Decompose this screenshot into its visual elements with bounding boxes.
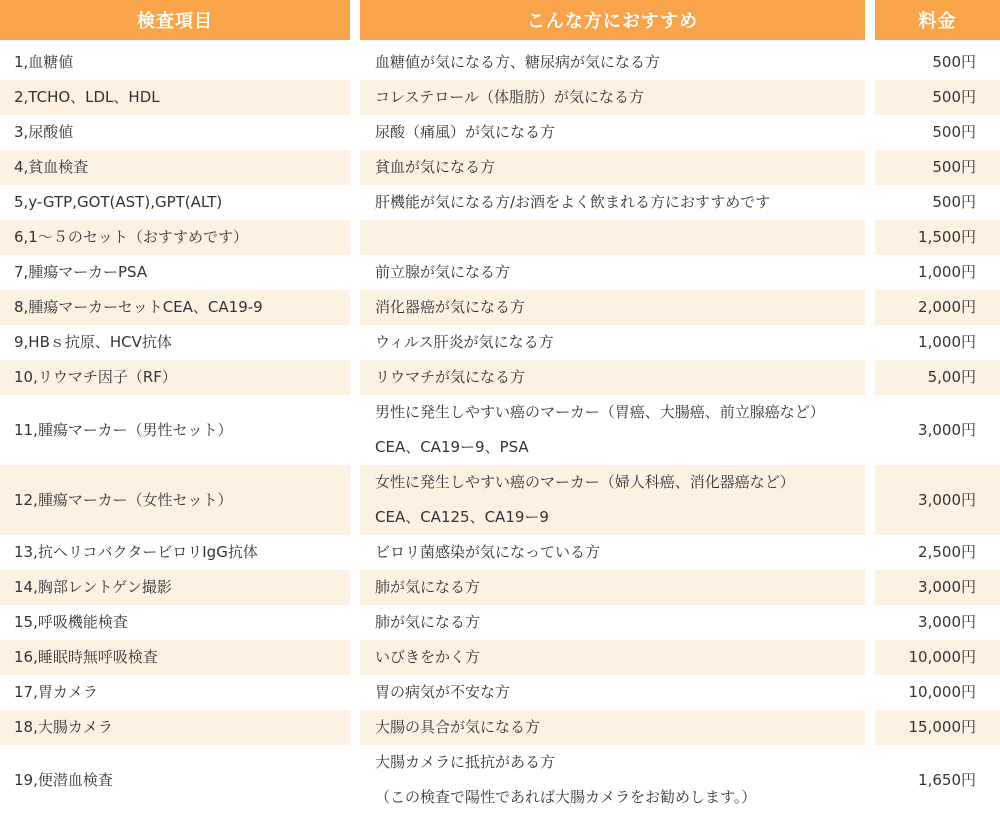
price-cell: 500円: [875, 45, 1000, 80]
recommendation-cell: [360, 605, 865, 640]
exam-item-cell: 16,睡眠時無呼吸検査: [0, 640, 350, 675]
price-cell: 500円: [875, 115, 1000, 150]
recommendation-cell: [360, 640, 865, 675]
recommendation-text: コレステロール（体脂肪）が気になる方: [375, 88, 644, 106]
price-cell: 500円: [875, 150, 1000, 185]
recommendation-cell: [360, 45, 865, 80]
recommendation-text: 大腸の具合が気になる方: [375, 718, 541, 736]
price-cell: 1,000円: [875, 325, 1000, 360]
header-exam-item: 検査項目: [0, 0, 350, 40]
header-price: 料金: [875, 0, 1000, 40]
recommendation-cell: [360, 220, 865, 255]
price-cell: 10,000円: [875, 675, 1000, 710]
recommendation-text: 女性に発生しやすい癌のマーカー（婦人科癌、消化器癌など）: [375, 473, 795, 491]
recommendation-text: CEA、CA19ー9、PSA: [375, 438, 529, 456]
recommendation-cell: [360, 710, 865, 745]
recommendation-cell: [360, 115, 865, 150]
price-cell: 3,000円: [875, 395, 1000, 465]
exam-item-cell: 13,抗ヘリコバクタービロリIgG抗体: [0, 535, 350, 570]
recommendation-text: 前立腺が気になる方: [375, 263, 511, 281]
exam-item-cell: 10,リウマチ因子（RF）: [0, 360, 350, 395]
exam-item-cell: 2,TCHO、LDL、HDL: [0, 80, 350, 115]
price-cell: 500円: [875, 185, 1000, 220]
recommendation-text: 男性に発生しやすい癌のマーカー（胃癌、大腸癌、前立腺癌など）: [375, 403, 825, 421]
recommendation-cell: [360, 745, 865, 815]
recommendation-cell: [360, 255, 865, 290]
price-cell: 3,000円: [875, 465, 1000, 535]
exam-item-cell: 9,HBｓ抗原、HCV抗体: [0, 325, 350, 360]
price-cell: 3,000円: [875, 605, 1000, 640]
recommendation-cell: [360, 535, 865, 570]
recommendation-cell: [360, 290, 865, 325]
exam-item-cell: 19,便潜血検査: [0, 745, 350, 815]
price-cell: 15,000円: [875, 710, 1000, 745]
exam-item-cell: 3,尿酸値: [0, 115, 350, 150]
recommendation-text: 貧血が気になる方: [375, 158, 496, 176]
recommendation-text: いびきをかく方: [375, 648, 481, 666]
recommendation-cell: [360, 675, 865, 710]
exam-item-cell: 6,1～５のセット（おすすめです）: [0, 220, 350, 255]
price-cell: 1,500円: [875, 220, 1000, 255]
recommendation-text: 大腸カメラに抵抗がある方: [375, 753, 556, 771]
recommendation-text: 肺が気になる方: [375, 578, 481, 596]
price-cell: 5,00円: [875, 360, 1000, 395]
recommendation-cell: [360, 395, 865, 465]
recommendation-text: 胃の病気が不安な方: [375, 683, 511, 701]
recommendation-cell: [360, 325, 865, 360]
exam-item-cell: 5,y-GTP,GOT(AST),GPT(ALT): [0, 185, 350, 220]
recommendation-text: 肝機能が気になる方/お酒をよく飲まれる方におすすめです: [375, 193, 771, 211]
price-cell: 1,000円: [875, 255, 1000, 290]
recommendation-text: 血糖値が気になる方、糖尿病が気になる方: [375, 53, 661, 71]
price-cell: 2,500円: [875, 535, 1000, 570]
recommendation-cell: [360, 185, 865, 220]
recommendation-cell: [360, 360, 865, 395]
recommendation-text: 肺が気になる方: [375, 613, 481, 631]
recommendation-text: CEA、CA125、CA19ー9: [375, 508, 549, 526]
exam-item-cell: 12,腫瘍マーカー（女性セット）: [0, 465, 350, 535]
exam-item-cell: 17,胃カメラ: [0, 675, 350, 710]
recommendation-text: （この検査で陽性であれば大腸カメラをお勧めします。）: [375, 788, 757, 806]
exam-item-cell: 18,大腸カメラ: [0, 710, 350, 745]
price-cell: 2,000円: [875, 290, 1000, 325]
recommendation-text: 消化器癌が気になる方: [375, 298, 526, 316]
exam-item-cell: 11,腫瘍マーカー（男性セット）: [0, 395, 350, 465]
header-recommended-for: こんな方におすすめ: [360, 0, 865, 40]
recommendation-cell: [360, 80, 865, 115]
recommendation-text: 尿酸（痛風）が気になる方: [375, 123, 556, 141]
exam-item-cell: 7,腫瘍マーカーPSA: [0, 255, 350, 290]
price-cell: 1,650円: [875, 745, 1000, 815]
recommendation-text: ウィルス肝炎が気になる方: [375, 333, 554, 351]
exam-item-cell: 14,胸部レントゲン撮影: [0, 570, 350, 605]
price-cell: 500円: [875, 80, 1000, 115]
recommendation-cell: [360, 150, 865, 185]
exam-item-cell: 8,腫瘍マーカーセットCEA、CA19-9: [0, 290, 350, 325]
recommendation-cell: [360, 570, 865, 605]
recommendation-text: ビロリ菌感染が気になっている方: [375, 543, 601, 561]
recommendation-text: リウマチが気になる方: [375, 368, 526, 386]
exam-item-cell: 15,呼吸機能検査: [0, 605, 350, 640]
price-cell: 3,000円: [875, 570, 1000, 605]
price-cell: 10,000円: [875, 640, 1000, 675]
exam-item-cell: 1,血糖値: [0, 45, 350, 80]
recommendation-cell: [360, 465, 865, 535]
exam-item-cell: 4,貧血検査: [0, 150, 350, 185]
